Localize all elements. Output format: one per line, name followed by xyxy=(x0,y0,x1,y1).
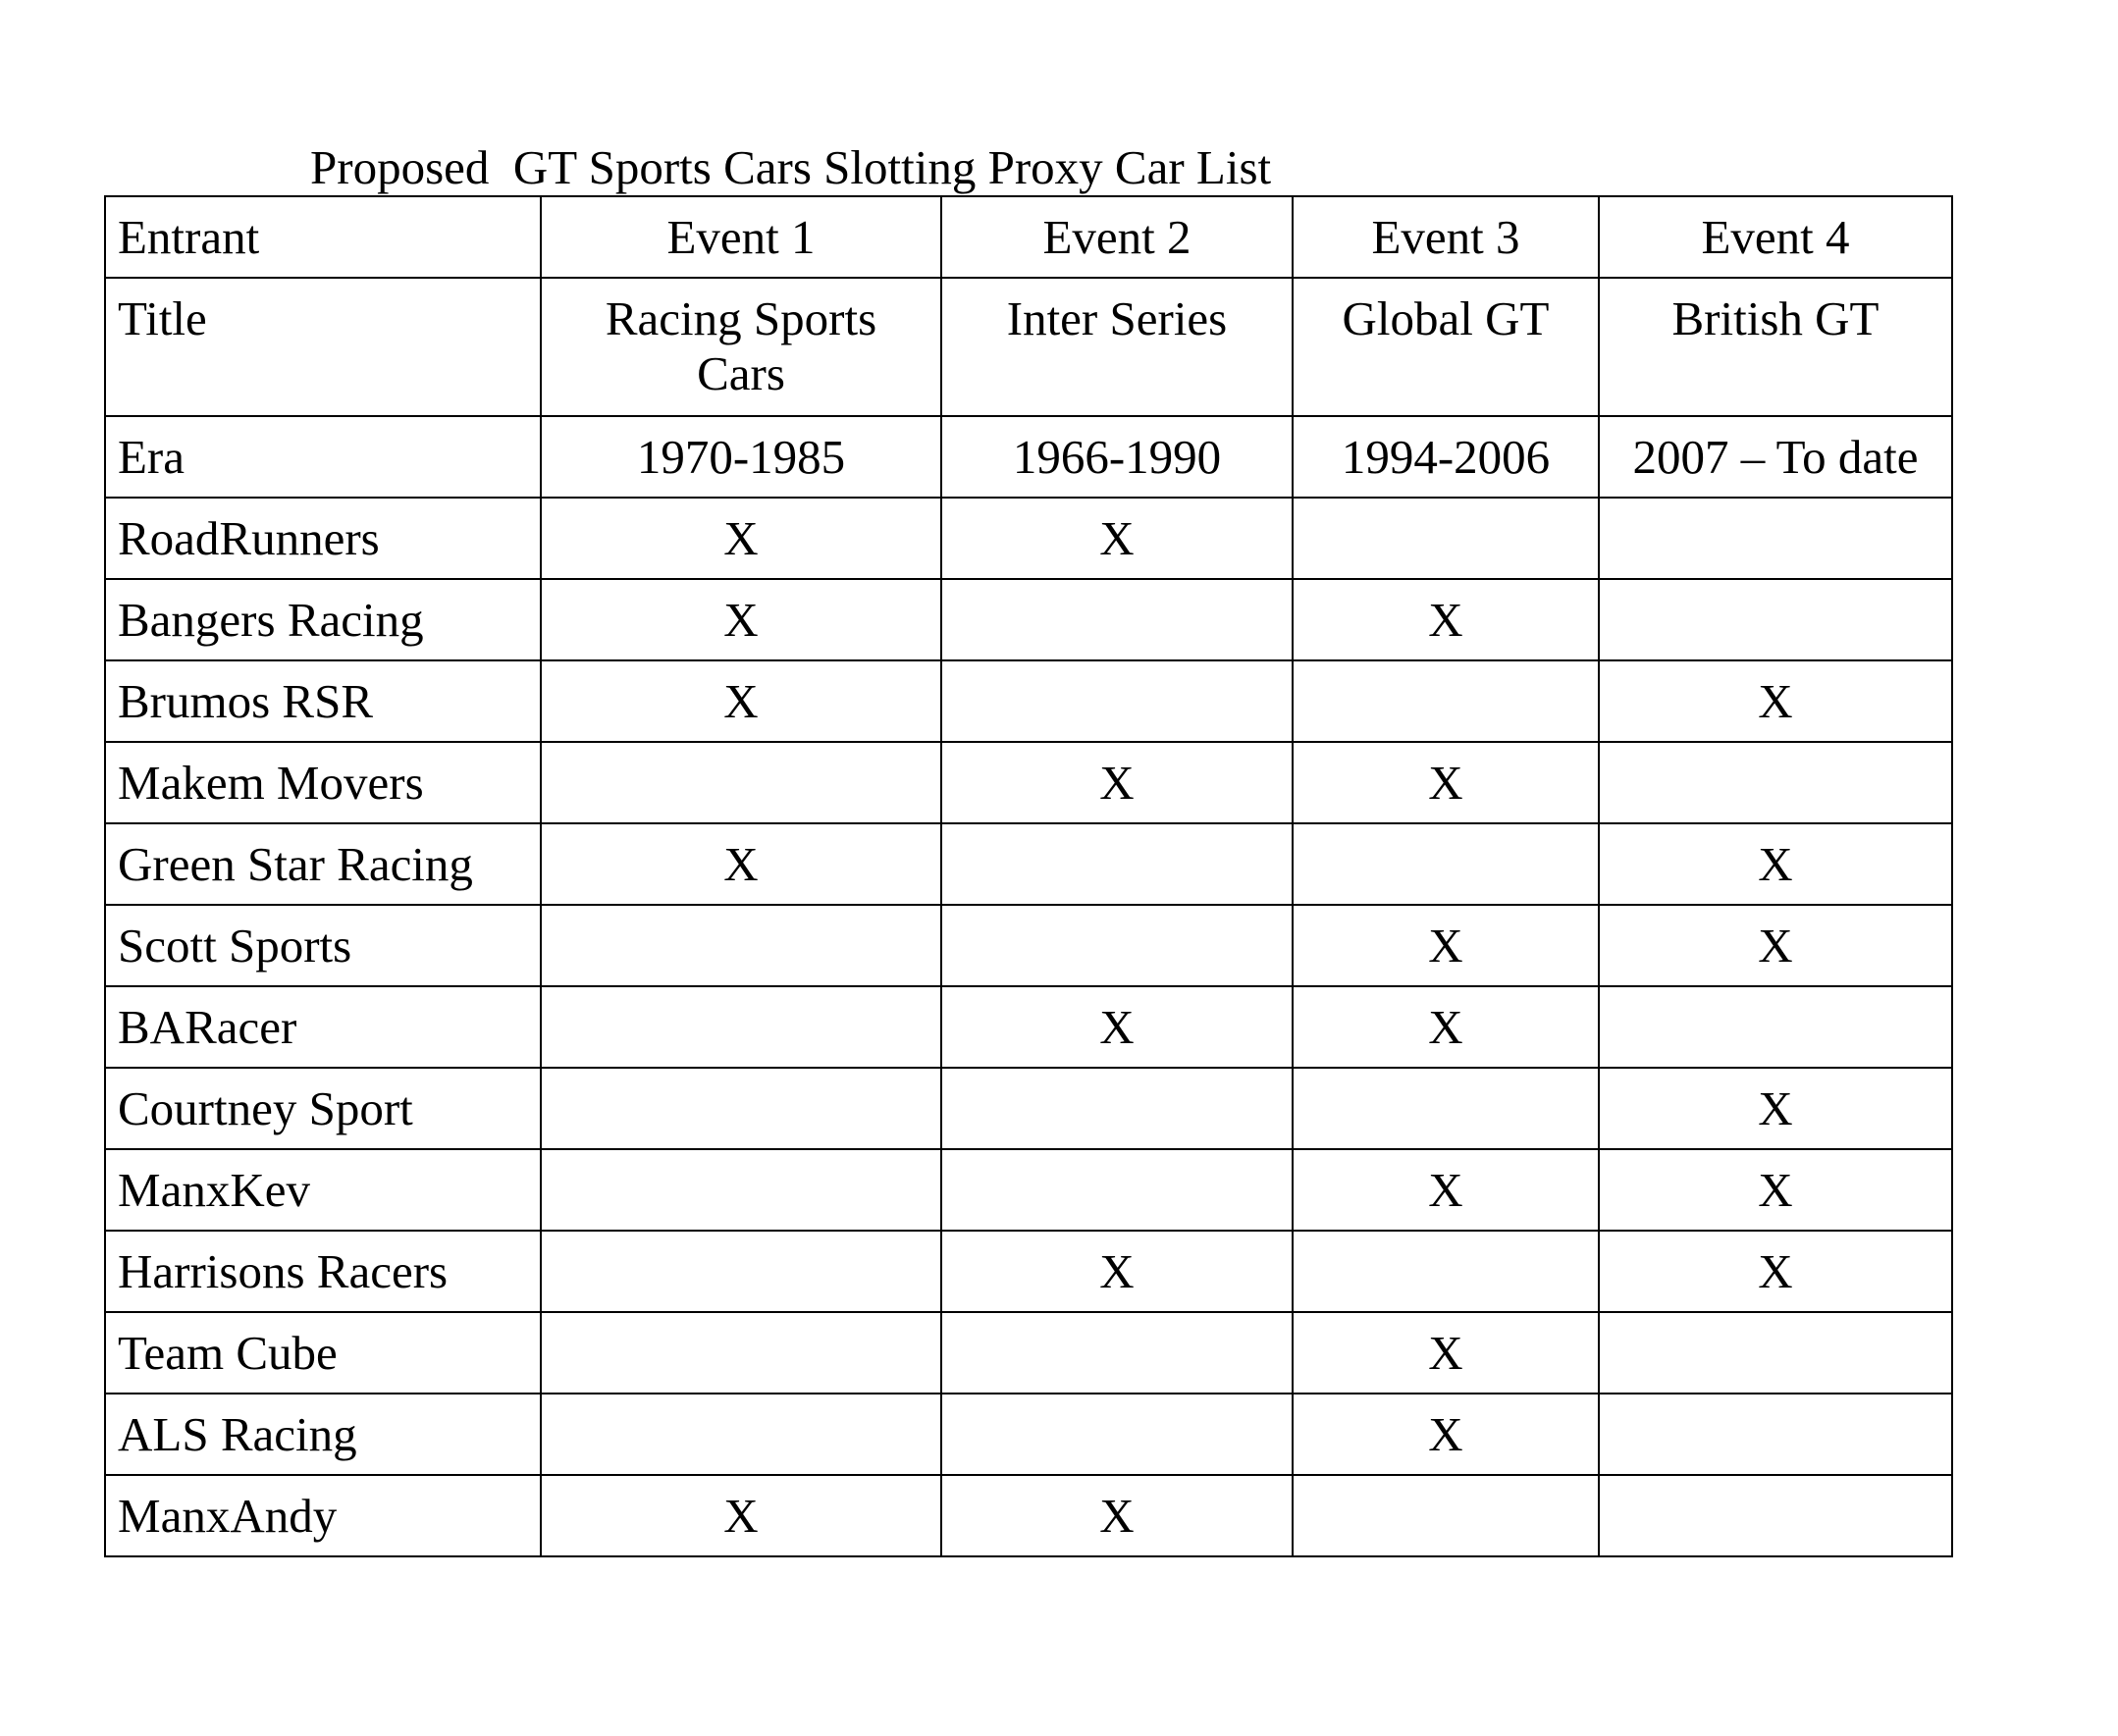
event-4-mark xyxy=(1599,579,1952,660)
event-2-mark xyxy=(941,1068,1293,1149)
entrant-name: Team Cube xyxy=(105,1312,541,1394)
title-row xyxy=(105,278,1952,416)
event-4-header: Event 4 xyxy=(1599,196,1952,278)
event-1-mark: X xyxy=(541,823,941,905)
event-1-mark xyxy=(541,742,941,823)
event-4-mark: X xyxy=(1599,1068,1952,1149)
entrant-header-cell: Entrant xyxy=(105,196,541,278)
entrant-name: ManxKev xyxy=(105,1149,541,1231)
event-1-mark: X xyxy=(541,1475,941,1556)
event-2-mark xyxy=(941,1312,1293,1394)
event-2-mark: X xyxy=(941,986,1293,1068)
table-row xyxy=(105,742,1952,823)
title-label-cell: Title xyxy=(105,278,541,416)
table-row xyxy=(105,1068,1952,1149)
event-3-mark xyxy=(1293,1068,1599,1149)
event-1-mark: X xyxy=(541,498,941,579)
event-1-mark xyxy=(541,1312,941,1394)
event-1-era: 1970-1985 xyxy=(541,416,941,498)
entrant-name: Makem Movers xyxy=(105,742,541,823)
event-1-title-text: Racing Sports Cars xyxy=(605,291,877,400)
table-row xyxy=(105,986,1952,1068)
era-label-cell: Era xyxy=(105,416,541,498)
event-1-mark xyxy=(541,986,941,1068)
event-1-mark: X xyxy=(541,660,941,742)
event-4-mark: X xyxy=(1599,905,1952,986)
event-4-mark: X xyxy=(1599,823,1952,905)
event-1-mark xyxy=(541,1149,941,1231)
event-1-mark xyxy=(541,1068,941,1149)
event-2-mark xyxy=(941,660,1293,742)
document-title: Proposed GT Sports Cars Slotting Proxy Car List xyxy=(310,140,1272,194)
event-4-mark: X xyxy=(1599,1231,1952,1312)
event-1-mark xyxy=(541,1394,941,1475)
entrant-name: Harrisons Racers xyxy=(105,1231,541,1312)
event-2-mark xyxy=(941,823,1293,905)
event-3-mark: X xyxy=(1293,579,1599,660)
entrant-name: ManxAndy xyxy=(105,1475,541,1556)
event-1-header: Event 1 xyxy=(541,196,941,278)
entrant-name: Brumos RSR xyxy=(105,660,541,742)
event-3-header: Event 3 xyxy=(1293,196,1599,278)
event-2-mark: X xyxy=(941,1231,1293,1312)
table-row xyxy=(105,579,1952,660)
table-row xyxy=(105,1231,1952,1312)
event-2-title: Inter Series xyxy=(941,278,1293,416)
table-row xyxy=(105,905,1952,986)
entrant-name: Scott Sports xyxy=(105,905,541,986)
event-4-title: British GT xyxy=(1599,278,1952,416)
event-2-era: 1966-1990 xyxy=(941,416,1293,498)
proxy-car-table xyxy=(104,195,1953,1557)
table-row xyxy=(105,1312,1952,1394)
entrant-name: Bangers Racing xyxy=(105,579,541,660)
event-4-mark xyxy=(1599,986,1952,1068)
era-row xyxy=(105,416,1952,498)
event-4-mark xyxy=(1599,1475,1952,1556)
event-3-mark xyxy=(1293,1475,1599,1556)
event-3-era: 1994-2006 xyxy=(1293,416,1599,498)
event-4-mark xyxy=(1599,1394,1952,1475)
event-4-mark xyxy=(1599,498,1952,579)
event-2-mark xyxy=(941,905,1293,986)
table-row xyxy=(105,1475,1952,1556)
event-3-mark: X xyxy=(1293,1149,1599,1231)
event-3-mark: X xyxy=(1293,905,1599,986)
event-3-mark: X xyxy=(1293,742,1599,823)
event-1-mark xyxy=(541,905,941,986)
event-1-mark xyxy=(541,1231,941,1312)
event-3-mark: X xyxy=(1293,1394,1599,1475)
table-row xyxy=(105,1149,1952,1231)
event-2-mark xyxy=(941,579,1293,660)
event-3-mark: X xyxy=(1293,986,1599,1068)
event-2-mark: X xyxy=(941,1475,1293,1556)
table-row xyxy=(105,498,1952,579)
event-3-mark: X xyxy=(1293,1312,1599,1394)
entrant-name: Green Star Racing xyxy=(105,823,541,905)
table-row xyxy=(105,823,1952,905)
entrant-name: RoadRunners xyxy=(105,498,541,579)
event-4-mark: X xyxy=(1599,660,1952,742)
event-4-mark xyxy=(1599,742,1952,823)
event-4-era: 2007 – To date xyxy=(1599,416,1952,498)
event-3-mark xyxy=(1293,823,1599,905)
event-header-row xyxy=(105,196,1952,278)
entrant-name: Courtney Sport xyxy=(105,1068,541,1149)
event-2-mark: X xyxy=(941,498,1293,579)
event-1-title xyxy=(541,278,941,416)
event-3-mark xyxy=(1293,498,1599,579)
event-2-mark xyxy=(941,1394,1293,1475)
event-2-mark: X xyxy=(941,742,1293,823)
event-4-mark: X xyxy=(1599,1149,1952,1231)
event-2-mark xyxy=(941,1149,1293,1231)
event-1-mark: X xyxy=(541,579,941,660)
event-3-title: Global GT xyxy=(1293,278,1599,416)
entrant-name: ALS Racing xyxy=(105,1394,541,1475)
event-3-mark xyxy=(1293,1231,1599,1312)
table-row xyxy=(105,1394,1952,1475)
event-4-mark xyxy=(1599,1312,1952,1394)
event-3-mark xyxy=(1293,660,1599,742)
entrant-name: BARacer xyxy=(105,986,541,1068)
table-row xyxy=(105,660,1952,742)
event-2-header: Event 2 xyxy=(941,196,1293,278)
